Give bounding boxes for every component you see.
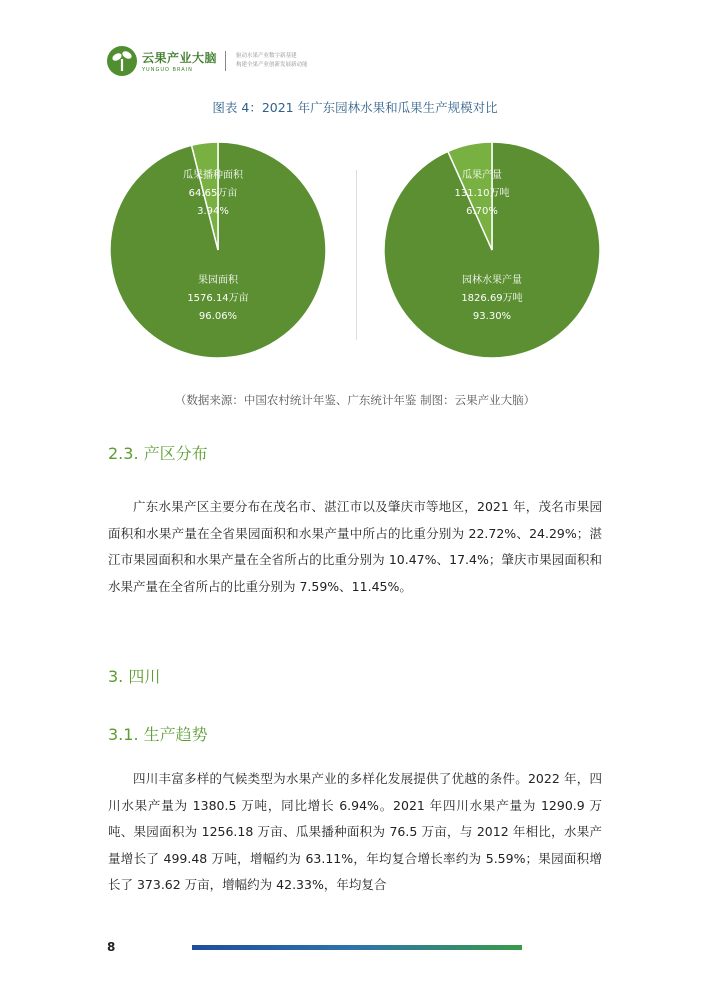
figure-source: （数据来源：中国农村统计年鉴、广东统计年鉴 制图：云果产业大脑） — [174, 393, 536, 407]
chart-divider — [356, 170, 357, 340]
section-heading-2-3: 2.3. 产区分布 — [108, 444, 208, 463]
slice-label-melon-output — [370, 167, 594, 221]
paragraph-text: 广东水果产区主要分布在茂名市、湛江市以及肇庆市等地区，2021 年，茂名市果园面积和水果产量在全省果园面积和水果产量中所占的比重分别为 22.72%、24.29%；湛江市果园面积和水果产量在全省所占的比重分别为 10.47%、17.4%；肇庆市果园面积和水果产量在全省所占的比重分别为 7.59%、11.45%。 — [108, 499, 602, 594]
slice-percent: 3.94% — [197, 206, 229, 217]
slice-value: 1826.69万吨 — [461, 293, 523, 304]
brand — [142, 49, 217, 73]
slice-percent: 6.70% — [466, 206, 498, 217]
slice-label-melon-area — [108, 167, 318, 221]
tagline-line-2: 构建全果产业创新发展新动能 — [236, 62, 308, 68]
brand-name: 云果产业大脑 — [142, 51, 218, 65]
pie-chart-area — [108, 140, 328, 360]
figure-title: 图表 4：2021 年广东园林水果和瓜果生产规模对比 — [212, 100, 498, 115]
slice-label-orchard-area — [108, 272, 328, 326]
slice-percent: 93.30% — [472, 311, 512, 322]
section-heading-3: 3. 四川 — [108, 667, 161, 686]
brand-en: YUNGUO BRAIN — [142, 67, 193, 73]
section-heading-3-1: 3.1. 生产趋势 — [108, 725, 208, 744]
pie-chart-output — [382, 140, 602, 360]
slice-percent: 96.06% — [198, 311, 238, 322]
slice-name: 园林水果产量 — [462, 275, 522, 286]
sprout-logo-icon — [106, 45, 138, 77]
slice-name: 瓜果播种面积 — [183, 170, 243, 181]
paragraph-text: 四川丰富多样的气候类型为水果产业的多样化发展提供了优越的条件。2022 年，四川水果产量为 1380.5 万吨，同比增长 6.94%。2021 年四川水果产量为 1290.9 万吨、果园面积为 1256.18 万亩、瓜果播种面积为 76.5 万亩，与 2012 年相比，水果产量增长了 499.48 万吨，增幅约为 63.11%，年均复合增长率约为 5.59%；果园面积增长了 373.62 万亩，增幅约为 42.33%，年均复合 — [108, 771, 602, 893]
page-header — [106, 44, 308, 78]
section-paragraph-3-1 — [108, 766, 602, 899]
section-paragraph-2-3 — [108, 494, 602, 600]
slice-value: 64.65万亩 — [188, 188, 238, 199]
header-divider — [225, 51, 226, 71]
header-tagline — [236, 52, 308, 70]
slice-name: 果园面积 — [198, 275, 238, 286]
slice-name: 瓜果产量 — [462, 170, 502, 181]
slice-value: 1576.14万亩 — [187, 293, 249, 304]
tagline-line-1: 驱动水果产业数字新基建 — [236, 53, 297, 59]
footer-bar — [192, 945, 522, 950]
page-number: 8 — [107, 940, 116, 954]
slice-label-fruit-output — [382, 272, 602, 326]
slice-value: 131.10万吨 — [454, 188, 510, 199]
